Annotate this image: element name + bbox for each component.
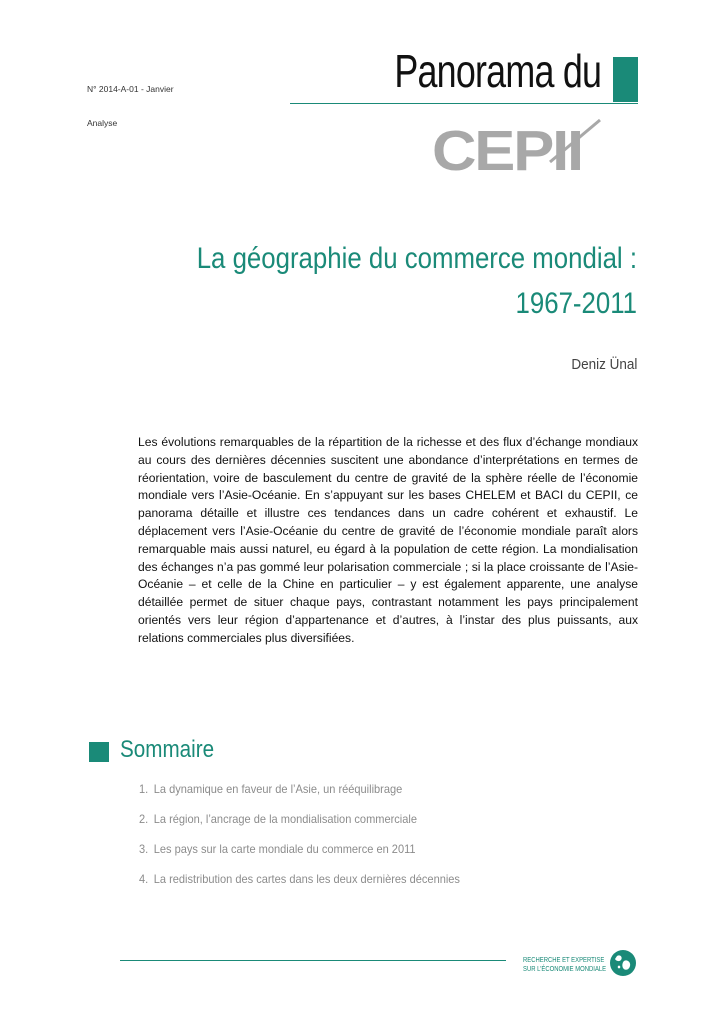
toc-item-label: La dynamique en faveur de l’Asie, un rééquilibrage <box>153 782 403 796</box>
document-title-line-1: La géographie du commerce mondial : <box>196 242 638 275</box>
issue-reference: N° 2014-A-01 - Janvier <box>87 84 174 94</box>
toc-item[interactable] <box>139 782 460 812</box>
document-title <box>190 236 637 326</box>
footer-tagline <box>523 955 606 973</box>
toc-item-label: La redistribution des cartes dans les deux dernières décennies <box>153 872 460 886</box>
footer-tagline-line-1: RECHERCHE ET EXPERTISE <box>523 955 605 964</box>
logo-text: CEPII <box>432 119 582 174</box>
toc-item-number: 4. <box>139 872 149 886</box>
author-name: Deniz Ünal <box>570 356 637 373</box>
toc-item-number: 2. <box>139 812 149 826</box>
toc-item-label: La région, l’ancrage de la mondialisation commerciale <box>153 812 417 826</box>
toc-square-icon <box>89 742 109 762</box>
abstract-text: Les évolutions remarquables de la répartition de la richesse et des flux d’échange mondiaux au cours des dernières décennies suscitent une abondance d’interprétations en termes de réorientation, voire de basculement du centre de gravité de la sphère réelle de l’économie mondiale vers l’Asie-Océanie. En s’appuyant sur les bases CHELEM et BACI du CEPII, ce panorama détaille et illustre ces tendances dans un cadre cohérent et exhaustif. Le déplacement vers l’Asie-Océanie du centre de gravité de l’économie mondiale paraît alors remarquable mais aussi naturel, eu égard à la population de cette région. La mondialisation des échanges n’a pas gommé leur polarisation commerciale ; si la place croissante de l’Asie-Océanie – et celle de la Chine en particulier – y est également apparente, une analyse détaillée permet de situer chaque pays, contrastant notamment les pays principalement orientés vers leur région d’appartenance et d’autres, à l’instar des plus puissants, aux relations commerciales plus diversifiées. <box>138 435 638 645</box>
brand-title: Panorama du <box>394 45 601 97</box>
toc-item[interactable] <box>139 872 460 902</box>
brand-rule <box>290 103 638 104</box>
toc-item-number: 3. <box>139 842 149 856</box>
toc-heading: Sommaire <box>120 736 215 763</box>
toc-item[interactable] <box>139 812 460 842</box>
toc-item-label: Les pays sur la carte mondiale du commerce en 2011 <box>153 842 416 856</box>
footer-tagline-line-2: SUR L’ÉCONOMIE MONDIALE <box>523 964 607 973</box>
globe-icon <box>608 948 638 978</box>
toc-item-number: 1. <box>139 782 149 796</box>
document-type: Analyse <box>87 118 118 128</box>
brand-square <box>613 57 638 102</box>
footer-rule <box>120 960 506 961</box>
toc-item[interactable] <box>139 842 460 872</box>
cepii-logo <box>432 118 602 174</box>
document-title-line-2: 1967-2011 <box>515 287 637 320</box>
toc-list <box>139 782 488 902</box>
